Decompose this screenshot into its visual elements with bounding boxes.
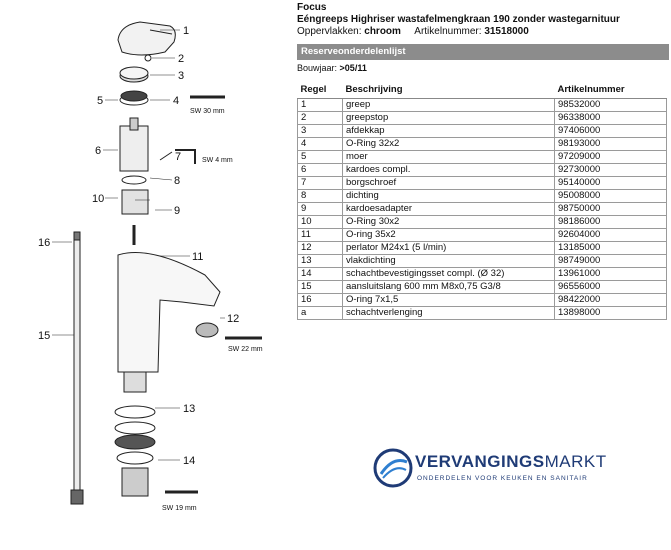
label-9: 9	[174, 205, 181, 217]
label-6: 6	[95, 145, 102, 157]
part-handle-stop	[145, 55, 151, 61]
cell-beschrijving: perlator M24x1 (5 l/min)	[343, 242, 555, 255]
surface-label: Oppervlakken:	[297, 26, 362, 37]
label-8: 8	[174, 175, 181, 187]
article-value: 31518000	[484, 26, 529, 37]
label-1: 1	[183, 25, 190, 37]
cell-regel: 13	[298, 255, 343, 268]
exploded-parts-diagram	[0, 0, 290, 550]
table-row	[298, 138, 667, 151]
cell-regel: 8	[298, 190, 343, 203]
vervangingsmarkt-logo	[373, 446, 607, 496]
cell-beschrijving: schachtbevestigingsset compl. (Ø 32)	[343, 268, 555, 281]
cell-regel: 2	[298, 112, 343, 125]
part-connection-hose	[74, 240, 80, 490]
surface-value: chroom	[364, 26, 401, 37]
logo-tagline: ONDERDELEN VOOR KEUKEN EN SANITAIR	[417, 475, 588, 482]
cell-artikel: 96556000	[555, 281, 667, 294]
cell-regel: 4	[298, 138, 343, 151]
cell-regel: 1	[298, 99, 343, 112]
logo-wordmark: VERVANGINGSMARKT	[415, 452, 607, 471]
cell-artikel: 98532000	[555, 99, 667, 112]
cell-beschrijving: kardoes compl.	[343, 164, 555, 177]
parts-table	[297, 80, 667, 320]
part-handle	[118, 22, 175, 55]
cell-artikel: 98193000	[555, 138, 667, 151]
part-flat-gasket	[115, 406, 155, 418]
cell-artikel: 97209000	[555, 151, 667, 164]
table-row	[298, 164, 667, 177]
label-11: 11	[192, 251, 204, 263]
section-bar: Reserveonderdelenlijst	[297, 44, 669, 60]
table-row	[298, 255, 667, 268]
cell-beschrijving: kardoesadapter	[343, 203, 555, 216]
year-label: Bouwjaar:	[297, 63, 338, 73]
part-cartridge	[120, 126, 148, 171]
label-13: 13	[183, 403, 196, 415]
part-cartridge-adapter	[122, 190, 148, 214]
label-14: 14	[183, 455, 196, 467]
cell-regel: 6	[298, 164, 343, 177]
label-10: 10	[92, 193, 105, 205]
cell-regel: 10	[298, 216, 343, 229]
label-4: 4	[173, 95, 180, 107]
cell-regel: 15	[298, 281, 343, 294]
part-seal	[122, 176, 146, 184]
header-artikelnummer: Artikelnummer	[555, 80, 667, 99]
cell-beschrijving: O-Ring 32x2	[343, 138, 555, 151]
cell-artikel: 98186000	[555, 216, 667, 229]
table-row	[298, 242, 667, 255]
part-aerator	[196, 323, 218, 337]
label-15: 15	[38, 330, 51, 342]
cell-beschrijving: vlakdichting	[343, 255, 555, 268]
wrench-label-sw22: SW 22 mm	[228, 346, 263, 353]
cell-artikel: 97406000	[555, 125, 667, 138]
label-2: 2	[178, 53, 185, 65]
table-row	[298, 216, 667, 229]
cell-regel: 14	[298, 268, 343, 281]
table-row	[298, 177, 667, 190]
cell-beschrijving: O-ring 35x2	[343, 229, 555, 242]
wrench-label-sw4: SW 4 mm	[202, 157, 233, 164]
table-row	[298, 190, 667, 203]
label-16: 16	[38, 237, 51, 249]
table-row	[298, 125, 667, 138]
cell-artikel: 92604000	[555, 229, 667, 242]
table-row	[298, 294, 667, 307]
cell-regel: 9	[298, 203, 343, 216]
table-row	[298, 281, 667, 294]
label-5: 5	[97, 95, 104, 107]
product-title: Eéngreeps Highriser wastafelmengkraan 190 zonder wastegarnituur	[297, 14, 620, 25]
series-title: Focus	[297, 2, 327, 13]
cell-artikel: 98749000	[555, 255, 667, 268]
table-row	[298, 203, 667, 216]
header-regel: Regel	[298, 80, 343, 99]
part-nut	[121, 91, 147, 101]
table-row	[298, 99, 667, 112]
cell-artikel: 98422000	[555, 294, 667, 307]
cell-regel: 7	[298, 177, 343, 190]
article-label: Artikelnummer:	[414, 26, 482, 37]
cell-beschrijving: greep	[343, 99, 555, 112]
cell-artikel: 95140000	[555, 177, 667, 190]
cell-artikel: 13185000	[555, 242, 667, 255]
cell-beschrijving: afdekkap	[343, 125, 555, 138]
table-row	[298, 307, 667, 320]
year-value: >05/11	[339, 63, 367, 73]
part-locking-screw	[160, 152, 172, 160]
parts-list-panel	[297, 0, 669, 320]
cell-beschrijving: O-Ring 30x2	[343, 216, 555, 229]
label-3: 3	[178, 70, 185, 82]
cell-regel: 12	[298, 242, 343, 255]
cell-regel: 3	[298, 125, 343, 138]
cell-beschrijving: aansluitslang 600 mm M8x0,75 G3/8	[343, 281, 555, 294]
label-12: 12	[227, 313, 240, 325]
cell-regel: 11	[298, 229, 343, 242]
table-row	[298, 112, 667, 125]
cell-artikel: 98750000	[555, 203, 667, 216]
cell-artikel: 13961000	[555, 268, 667, 281]
table-header-row	[298, 80, 667, 99]
cell-beschrijving: schachtverlenging	[343, 307, 555, 320]
cell-beschrijving: dichting	[343, 190, 555, 203]
cell-regel: 5	[298, 151, 343, 164]
part-mounting-set-ring-3	[117, 452, 153, 464]
table-row	[298, 268, 667, 281]
label-7: 7	[175, 151, 182, 163]
cell-beschrijving: moer	[343, 151, 555, 164]
logo-emblem-icon	[373, 448, 413, 488]
cell-artikel: 13898000	[555, 307, 667, 320]
table-row	[298, 229, 667, 242]
part-mounting-set-ring-2	[115, 435, 155, 449]
wrench-label-sw30: SW 30 mm	[190, 108, 225, 115]
cell-beschrijving: O-ring 7x1,5	[343, 294, 555, 307]
part-mounting-set-ring-1	[115, 422, 155, 434]
part-o-ring-7	[74, 232, 80, 240]
cell-artikel: 96338000	[555, 112, 667, 125]
cell-regel: 16	[298, 294, 343, 307]
part-spout-body	[118, 253, 220, 373]
cell-artikel: 92730000	[555, 164, 667, 177]
cell-beschrijving: borgschroef	[343, 177, 555, 190]
table-row	[298, 151, 667, 164]
cell-regel: a	[298, 307, 343, 320]
cell-beschrijving: greepstop	[343, 112, 555, 125]
cell-artikel: 95008000	[555, 190, 667, 203]
wrench-label-sw19: SW 19 mm	[162, 505, 197, 512]
header-beschrijving: Beschrijving	[343, 80, 555, 99]
